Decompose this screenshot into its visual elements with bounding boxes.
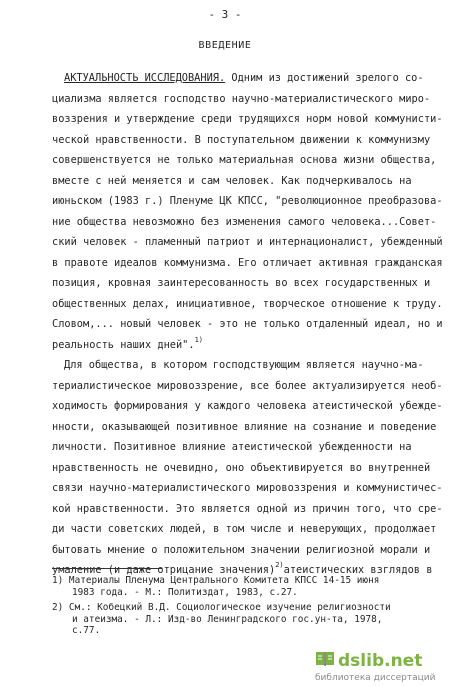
text-line: Одним из достижений зрелого со- xyxy=(225,72,424,84)
text-line: циализма является господство научно-материалистического миро- xyxy=(52,92,431,105)
text-line: териалистическое мировоззрение, все более актуализируется необ- xyxy=(52,379,443,392)
footnote-2-line: и атеизма. - Л.: Изд-во Ленинградского гос.ун-та, 1978, xyxy=(72,613,383,625)
footnote-1-line: 1) Материалы Пленума Центрального Комитета КПСС 14-15 июня xyxy=(52,575,380,586)
text-line: общественных делах, инициативное, творческое отношение к труду. xyxy=(52,297,443,310)
text-line: воззрения и утверждение среди трудящихся норм новой коммунисти- xyxy=(52,113,443,125)
footnote-1-line: 1983 года. - М.: Политиздат, 1983, с.27. xyxy=(72,586,298,598)
footnotes xyxy=(52,575,422,637)
text-line: ди части советских людей, в том числе и неверующих, продолжает xyxy=(52,523,437,535)
text-line: нравственность не очевидно, оно объективируется во внутренней xyxy=(52,461,431,474)
relevance-title: АКТУАЛЬНОСТЬ ИССЛЕДОВАНИЯ. xyxy=(64,72,226,84)
paragraph-1-first-line xyxy=(52,68,424,89)
footnote-divider xyxy=(52,568,162,569)
text-line: кой нравственности. Это является одной из причин того, что сре- xyxy=(52,502,443,515)
text-line: ский человек - пламенный патриот и интернационалист, убежденный xyxy=(52,236,443,248)
text-line: связи научно-материалистического мировоззрения и коммунистичес- xyxy=(52,482,443,494)
text-fragment: умаление (и даже отрицание значения) xyxy=(52,564,276,576)
text-line: Словом,... новый человек - это не только отдаленный идеал, но и xyxy=(52,318,443,330)
text-line: нности, оказывающей позитивное влияние на сознание и поведение xyxy=(52,420,437,433)
text-line: вместе с ней меняется и сам человек. Как подчеркивалось на xyxy=(52,174,412,187)
text-line: позиция, кровная заинтересованность во всех государственных и xyxy=(52,277,431,289)
footnote-1-marker: 1) xyxy=(194,335,204,344)
dslib-watermark xyxy=(315,650,440,683)
text-line: Для общества, в котором господствующим является научно-ма- xyxy=(64,359,424,371)
text-fragment: реальность наших дней". xyxy=(52,338,195,351)
watermark-tagline: библиотека диссертаций xyxy=(315,673,436,683)
text-line: ходимость формирования у каждого человека атеистической убежде- xyxy=(52,400,443,412)
text-line-with-footnote-1 xyxy=(52,335,412,356)
text-line: личности. Позитивное влияние атеистической убежденности на xyxy=(52,441,412,453)
footnote-2-line: с.77. xyxy=(72,625,101,636)
text-line: совершенствуется не только материальная основа жизни общества, xyxy=(52,154,437,166)
text-line: июньском (1983 г.) Пленуме ЦК КПСС, "революционное преобразова- xyxy=(52,195,443,207)
text-line: ние общества невозможно без изменения самого человека...Совет- xyxy=(52,215,437,228)
text-fragment: атеистических взглядов в xyxy=(283,564,433,576)
page-number: - 3 - xyxy=(208,8,242,21)
watermark-name: dslib.net xyxy=(338,651,423,671)
text-line: бытовать мнение о положительном значении религиозной морали и xyxy=(52,543,431,556)
footnote-2-marker: 2) xyxy=(275,561,284,569)
book-icon xyxy=(315,650,335,672)
footnote-2-line: 2) См.: Кобецкий В.Д. Социологическое изучение религиозности xyxy=(52,602,391,613)
section-heading: ВВЕДЕНИЕ xyxy=(198,40,252,51)
text-line: в правоте идеалов коммунизма. Его отличает активная гражданская xyxy=(52,256,443,269)
text-line: ческой нравственности. В поступательном движении к коммунизму xyxy=(52,133,431,146)
body-text xyxy=(52,68,443,581)
